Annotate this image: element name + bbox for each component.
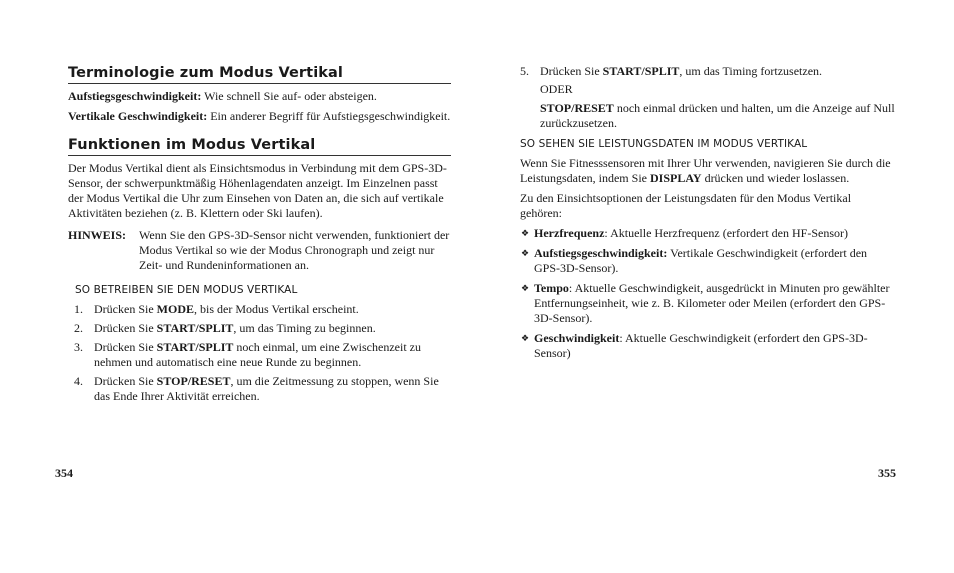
left-page [55,0,451,573]
list-item [68,302,451,317]
step-number: 4. [74,374,83,388]
button-name: START/SPLIT [156,340,234,354]
option-description: Vertikale Geschwindigkeit (erfordert den GPS-3D-Sensor). [534,246,868,275]
option-description: : Aktuelle Geschwindigkeit (erfordert den GPS-3D-Sensor) [534,331,868,360]
right-column [520,64,896,366]
definition-text: Ein anderer Begriff für Aufstiegsgeschwindigkeit. [207,109,451,123]
right-page [520,0,896,573]
step-text-pre: Drücken Sie [94,340,157,354]
step-text-post: , um das Timing fortzusetzen. [679,64,823,78]
diamond-bullet-icon: ❖ [521,333,530,343]
option-name: Herzfrequenz [534,226,605,240]
page-number: 355 [878,466,896,480]
bullet-text [534,331,896,361]
options-list [520,226,896,361]
button-name: START/SPLIT [602,64,680,78]
steps-list-continued [520,64,896,79]
definition-ascent-speed [68,89,451,104]
step-text-post: , um das Timing zu beginnen. [233,321,376,335]
option-name: Tempo [534,281,569,295]
step-text [94,374,451,404]
list-item [520,64,896,79]
step-number: 3. [74,340,83,354]
step-number: 5. [520,64,529,78]
note-block [68,228,451,273]
reset-instruction [520,101,896,131]
list-item [68,321,451,336]
button-name: STOP/RESET [540,101,614,115]
options-paragraph: Zu den Einsichtsoptionen der Leistungsdaten für den Modus Vertikal gehören: [520,191,852,220]
step-text-post: noch einmal, um eine Zwischenzeit zu nehmen und automatisch eine neue Runde zu beginnen. [94,340,421,369]
definition-term: Vertikale Geschwindigkeit: [68,109,208,123]
button-name: MODE [156,302,194,316]
note-label: HINWEIS: [68,228,127,242]
list-item [520,281,896,326]
paragraph-text-post: drücken und wieder loslassen. [701,171,850,185]
section-heading-terminology: Terminologie zum Modus Vertikal [68,64,451,84]
list-item [520,331,896,361]
list-item [520,226,896,241]
list-item [520,246,896,276]
diamond-bullet-icon: ❖ [521,228,530,238]
reset-text: noch einmal drücken und halten, um die Anzeige auf Null zurückzusetzen. [540,101,895,130]
paragraph-text-pre: Wenn Sie Fitnesssensoren mit Ihrer Uhr verwenden, navigieren Sie durch die Leistungsdaten, indem Sie [520,156,891,185]
section-heading-functions: Funktionen im Modus Vertikal [68,136,451,156]
step-text-pre: Drücken Sie [94,302,157,316]
bullet-text [534,246,896,276]
step-text-pre: Drücken Sie [94,321,157,335]
list-item [68,374,451,404]
step-text [94,321,451,336]
step-text [540,64,896,79]
button-name: START/SPLIT [156,321,234,335]
page-number: 354 [55,466,73,480]
or-label: ODER [540,82,573,96]
bullet-text [534,226,896,241]
option-description: : Aktuelle Herzfrequenz (erfordert den HF-Sensor) [604,226,848,240]
option-description: : Aktuelle Geschwindigkeit, ausgedrückt in Minuten pro gewählter Entfernungseinheit, wie z. B. Kilometer oder Meilen (erfordert den GPS-3D-Sensor). [534,281,890,325]
step-text [94,340,451,370]
performance-paragraph [520,156,896,186]
diamond-bullet-icon: ❖ [521,248,530,258]
left-column [68,64,451,408]
option-name: Aufstiegsgeschwindigkeit: [534,246,668,260]
step-text [94,302,451,317]
step-text-post: , um die Zeitmessung zu stoppen, wenn Sie das Ende Ihrer Aktivität erreichen. [94,374,439,403]
definition-term: Aufstiegsgeschwindigkeit: [68,89,202,103]
step-text-pre: Drücken Sie [540,64,603,78]
option-name: Geschwindigkeit [534,331,620,345]
diamond-bullet-icon: ❖ [521,283,530,293]
bullet-text [534,281,896,326]
button-name: STOP/RESET [156,374,231,388]
button-name: DISPLAY [649,171,702,185]
definition-text: Wie schnell Sie auf- oder absteigen. [201,89,377,103]
subheading-performance: SO SEHEN SIE LEISTUNGSDATEN IM MODUS VERTIKAL [520,138,808,150]
step-text-pre: Drücken Sie [94,374,157,388]
note-text: Wenn Sie den GPS-3D-Sensor nicht verwenden, funktioniert der Modus Vertikal so wie der Modus Chronograph und zeigt nur Zeit- und Rundeninformationen an. [139,228,450,272]
subheading-operate: SO BETREIBEN SIE DEN MODUS VERTIKAL [75,284,298,296]
step-text-post: , bis der Modus Vertikal erscheint. [194,302,359,316]
list-item [68,340,451,370]
step-number: 2. [74,321,83,335]
step-number: 1. [74,302,83,316]
definition-vertical-speed [68,109,451,124]
intro-paragraph: Der Modus Vertikal dient als Einsichtsmodus in Verbindung mit dem GPS-3D-Sensor, der schwerpunktmäßig Höhenlagendaten anzeigt. Im Einzelnen passt der Modus Vertikal die Uhr zum Einsehen von Daten an, die sich auf vertikale Aktivitäten beziehen (z. B. Klettern oder Ski laufen). [68,161,447,220]
steps-list [68,302,451,404]
